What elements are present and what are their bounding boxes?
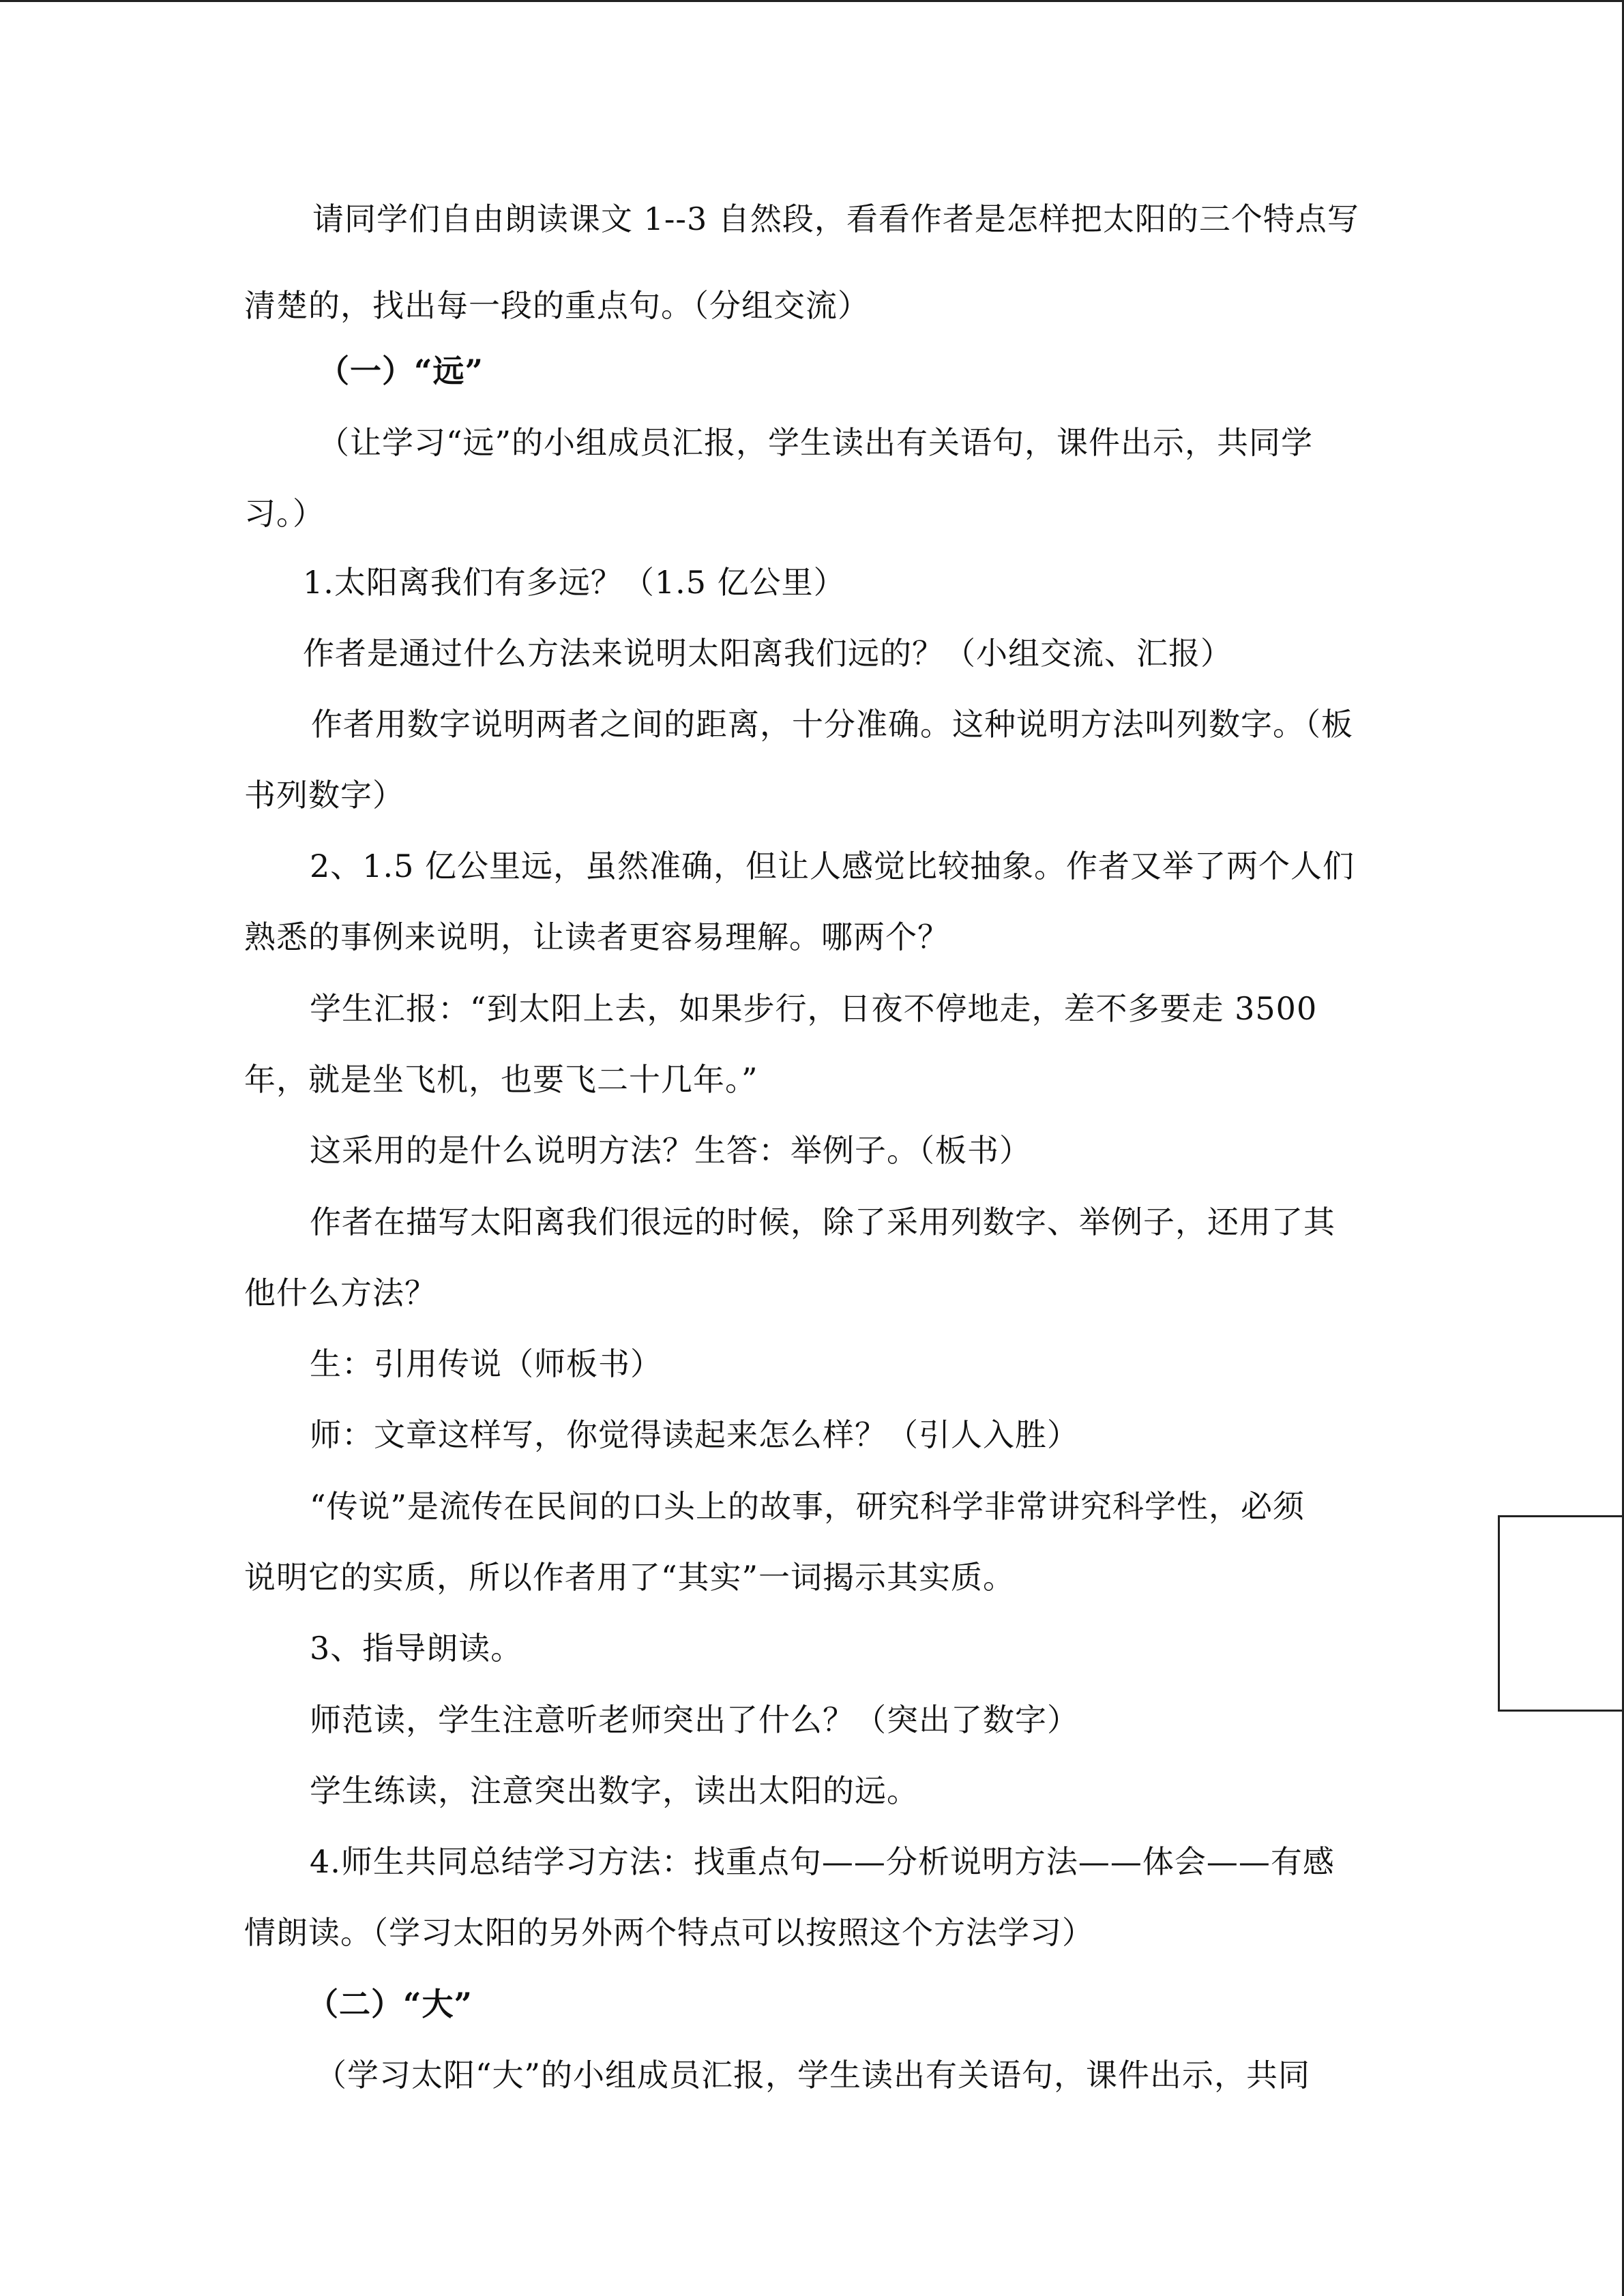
paragraph-line: 师范读，学生注意听老师突出了什么？（突出了数字） [310,1701,1079,1738]
section-heading: （二）“大” [307,1986,473,2023]
paragraph-line: 3、指导朗读。 [310,1630,523,1667]
paragraph-line: 作者用数字说明两者之间的距离，十分准确。这种说明方法叫列数字。（板 [311,706,1353,743]
paragraph-line: 他什么方法？ [244,1274,437,1311]
paragraph-line: 熟悉的事例来说明，让读者更容易理解。哪两个？ [244,919,949,955]
paragraph-line: 学生汇报：“到太阳上去，如果步行，日夜不停地走，差不多要走 3500 [310,990,1318,1027]
paragraph-line: 年，就是坐飞机，也要飞二十几年。” [244,1061,758,1098]
paragraph-line: “传说”是流传在民间的口头上的故事，研究科学非常讲究科学性，必须 [310,1488,1305,1525]
paragraph-line: 4.师生共同总结学习方法：找重点句——分析说明方法——体会——有感 [310,1843,1335,1880]
paragraph-line: 1.太阳离我们有多远？（1.5 亿公里） [303,564,846,601]
section-heading: （一）“远” [318,353,484,389]
paragraph-line: 习。） [244,495,325,532]
paragraph-line: 作者在描写太阳离我们很远的时候，除了采用列数字、举例子，还用了其 [310,1204,1335,1240]
paragraph-line: （让学习“远”的小组成员汇报，学生读出有关语句，课件出示，共同学 [318,424,1314,461]
paragraph-line: 生：引用传说（师板书） [310,1345,662,1382]
paragraph-line: （学习太阳“大”的小组成员汇报，学生读出有关语句，课件出示，共同 [315,2057,1311,2093]
paragraph-line: 情朗读。（学习太阳的另外两个特点可以按照这个方法学习） [244,1914,1094,1951]
paragraph-line: 师：文章这样写，你觉得读起来怎么样？（引人入胜） [310,1416,1079,1453]
paragraph-line: 作者是通过什么方法来说明太阳离我们远的？（小组交流、汇报） [303,635,1232,672]
paragraph-line: 请同学们自由朗读课文 1--3 自然段，看看作者是怎样把太阳的三个特点写 [312,200,1359,237]
paragraph-line: 清楚的，找出每一段的重点句。（分组交流） [244,287,870,324]
page-top-border [0,0,1624,2]
paragraph-line: 学生练读，注意突出数字，读出太阳的远。 [310,1772,919,1809]
margin-box [1498,1515,1624,1712]
paragraph-line: 2、1.5 亿公里远，虽然准确，但让人感觉比较抽象。作者又举了两个人们 [310,848,1355,884]
paragraph-line: 书列数字） [244,777,404,814]
paragraph-line: 说明它的实质，所以作者用了“其实”一词揭示其实质。 [244,1559,1016,1596]
paragraph-line: 这采用的是什么说明方法？生答：举例子。（板书） [310,1132,1031,1169]
